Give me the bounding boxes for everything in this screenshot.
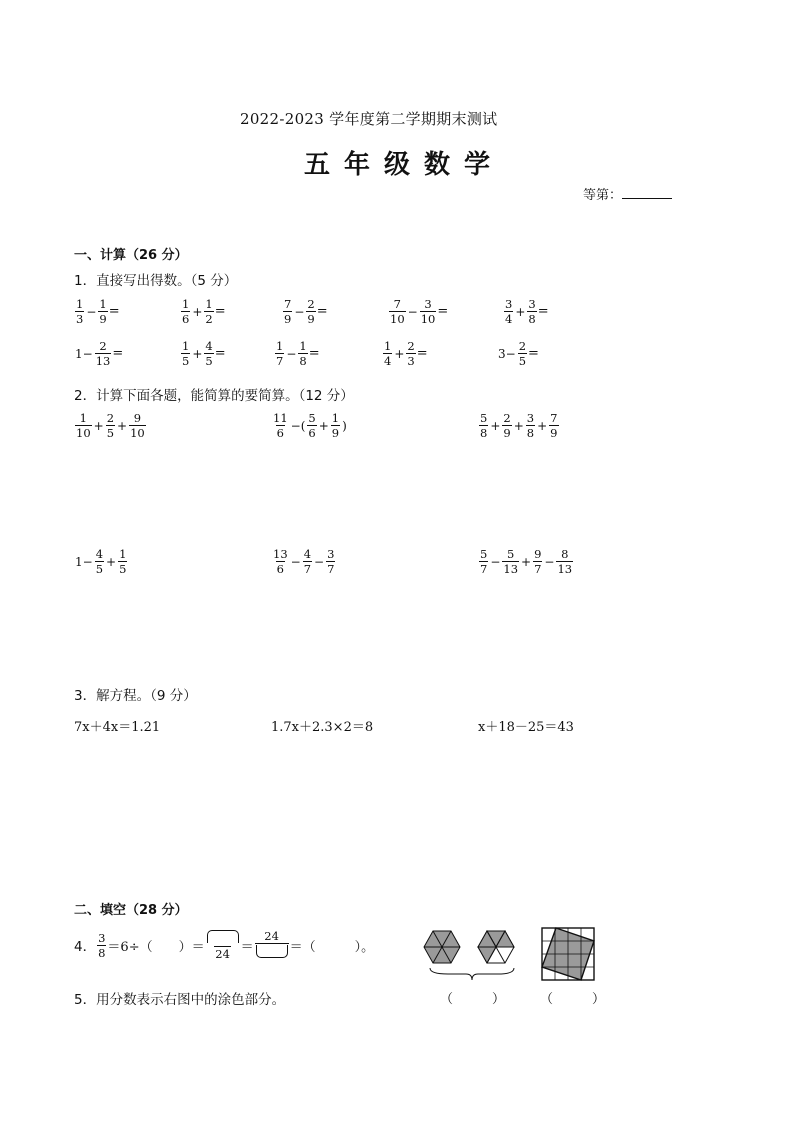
exam-subtitle: 2022-2023 学年度第二学期期末测试 xyxy=(240,110,498,128)
q2-expr-4: 1− $\frac{4}{5}$ + $\frac{1}{5}$ xyxy=(75,547,127,577)
grid-square-figure xyxy=(542,928,594,980)
hexagon-figure-1 xyxy=(424,931,460,963)
section-2-title: 二、填空（28 分） xyxy=(74,903,188,918)
q1-expr-2: $\frac{1}{6}$ + $\frac{1}{2}$ = xyxy=(182,297,226,327)
brace-icon xyxy=(430,968,514,980)
q3-title: 3．解方程。（9 分） xyxy=(74,688,197,704)
q3-equation-1: 7x＋4x＝1.21 xyxy=(74,720,161,735)
q5-text: 5．用分数表示右图中的涂色部分。 xyxy=(74,992,286,1008)
q1-expr-4: $\frac{7}{10}$ − $\frac{3}{10}$ = xyxy=(390,297,449,327)
q2-expr-2: $\frac{11}{6}$ −( $\frac{5}{6}$ + $\frac{1}{9}$ ) xyxy=(273,411,347,441)
q1-expr-9: $\frac{1}{4}$ + $\frac{2}{3}$ = xyxy=(384,339,428,369)
q5-figures xyxy=(418,924,603,986)
section-1-title: 一、计算（26 分） xyxy=(74,248,188,263)
q2-expr-6: $\frac{5}{7}$ − $\frac{5}{13}$ + $\frac{9}{7}$ − $\frac{8}{13}$ xyxy=(480,547,573,577)
grade-blank[interactable] xyxy=(622,187,672,199)
q3-equation-2: 1.7x＋2.3×2＝8 xyxy=(271,720,374,735)
q4-blank-frac-2[interactable]: 24 xyxy=(255,930,289,960)
grade-label: 等第： xyxy=(583,188,623,203)
exam-title: 五年级数学 xyxy=(304,150,505,180)
grade-field xyxy=(583,184,672,203)
q2-title: 2．计算下面各题，能简算的要简算。（12 分） xyxy=(74,388,354,404)
q3-equation-3: x＋18－25＝43 xyxy=(478,720,574,735)
q1-expr-10: 3− $\frac{2}{5}$ = xyxy=(498,339,539,369)
q2-expr-1: $\frac{1}{10}$ + $\frac{2}{5}$ + $\frac{9}{10}$ xyxy=(76,411,145,441)
q1-expr-3: $\frac{7}{9}$ − $\frac{2}{9}$ = xyxy=(284,297,328,327)
q1-expr-5: $\frac{3}{4}$ + $\frac{3}{8}$ = xyxy=(505,297,549,327)
q1-title: 1．直接写出得数。（5 分） xyxy=(74,273,238,289)
q4-blank-frac-1[interactable]: 24 xyxy=(206,930,240,960)
hexagon-figure-2 xyxy=(478,931,514,963)
q1-expr-8: $\frac{1}{7}$ − $\frac{1}{8}$ = xyxy=(276,339,320,369)
q2-expr-3: $\frac{5}{8}$ + $\frac{2}{9}$ + $\frac{3}{8}$ + $\frac{7}{9}$ xyxy=(480,411,558,441)
q5-blank-2[interactable]: （ ） xyxy=(540,992,606,1007)
q1-expr-7: $\frac{1}{5}$ + $\frac{4}{5}$ = xyxy=(182,339,226,369)
q1-expr-6: 1− $\frac{2}{13}$ = xyxy=(75,339,124,369)
q2-expr-5: $\frac{13}{6}$ − $\frac{4}{7}$ − $\frac{3}{7}$ xyxy=(273,547,335,577)
q5-blank-1[interactable]: （ ） xyxy=(440,992,506,1007)
q4-expression: 4． $\frac{3}{8}$ ＝6÷（ ）＝ 24 ＝ 24 ＝（ ）。 xyxy=(74,929,375,962)
q1-expr-1: $\frac{1}{3}$ − $\frac{1}{9}$ = xyxy=(76,297,120,327)
